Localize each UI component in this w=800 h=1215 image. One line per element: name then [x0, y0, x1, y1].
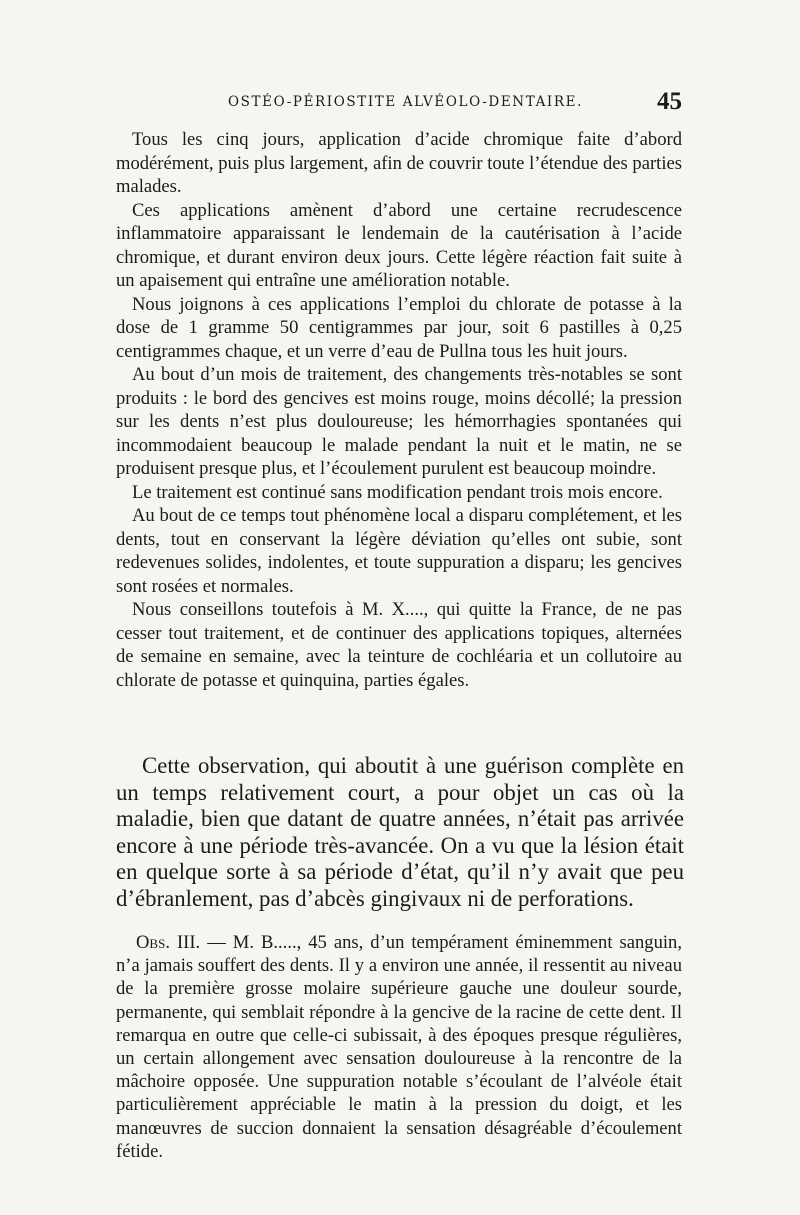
body-text [116, 128, 682, 692]
paragraph: Nous joignons à ces applications l’emploi du chlorate de potasse à la dose de 1 gramme 50 centigrammes par jour, soit 6 pastilles à 0,25 centigrammes chaque, et un verre d’eau de Pullna tous les huit jours. [116, 293, 682, 362]
observation-paragraph [116, 931, 682, 1163]
observation-text: — M. B....., 45 ans, d’un tempérament éminemment sanguin, n’a jamais souffert des dents. Il y a environ une année, il ressentit au niveau de la première grosse molaire supérieure gauche une douleur sourde, permanente, qui semblait répondre à la gencive de la racine de cette dent. Il remarqua en outre que celle-ci subissait, à des époques presque régulières, un certain allongement avec sensation douloureuse à la rencontre de la mâchoire opposée. Une suppuration notable s’écoulant de l’alvéole était particulièrement appréciable le matin à la pression du doigt, et les manœuvres de succion donnaient la sensation désagréable d’écoulement fétide. [116, 932, 682, 1162]
conclusion-block [116, 753, 684, 913]
observation-label: Obs. III. [136, 932, 201, 953]
paragraph: Tous les cinq jours, application d’acide chromique faite d’abord modérément, puis plus largement, afin de couvrir toute l’étendue des parties malades. [116, 129, 682, 197]
paragraph: Nous conseillons toutefois à M. X...., qui quitte la France, de ne pas cesser tout traitement, et de continuer des applications topiques, alternées de semaine en semaine, avec la teinture de cochléaria et un collutoire au chlorate de potasse et quinquina, parties égales. [116, 599, 682, 691]
paragraph: Au bout de ce temps tout phénomène local a disparu complétement, et les dents, tout en conservant la légère déviation qu’elles ont subie, sont redevenues solides, indolentes, et toute suppuration a disparu; les gencives sont rosées et normales. [116, 505, 682, 597]
conclusion-paragraph: Cette observation, qui aboutit à une guérison complète en un temps relativement court, a pour objet un cas où la maladie, bien que datant de quatre années, n’était pas arrivée encore à une période très-avancée. On a vu que la lésion était en quelque sorte à sa période d’état, qu’il n’y avait que peu d’ébranlement, pas d’abcès gingivaux ni de perforations. [116, 753, 684, 911]
page-number: 45 [657, 88, 682, 115]
paragraph: Le traitement est continué sans modification pendant trois mois encore. [132, 481, 663, 503]
observation-block [116, 931, 682, 1163]
running-title: OSTÉO-PÉRIOSTITE ALVÉOLO-DENTAIRE. [228, 94, 583, 110]
running-head [116, 88, 682, 118]
paragraph: Au bout d’un mois de traitement, des changements très-notables se sont produits : le bord des gencives est moins rouge, moins décollé; la pression sur les dents n’est plus douloureuse; les hémorrhagies spontanées qui incommodaient beaucoup le malade pendant la nuit et le matin, ne se produisent presque plus, et l’écoulement purulent est beaucoup moindre. [116, 364, 682, 479]
paragraph: Ces applications amènent d’abord une certaine recrudescence inflammatoire apparaissant le lendemain de la cautérisation à l’acide chromique, et durant environ deux jours. Cette légère réaction fait suite à un apaisement qui entraîne une amélioration notable. [116, 199, 682, 291]
